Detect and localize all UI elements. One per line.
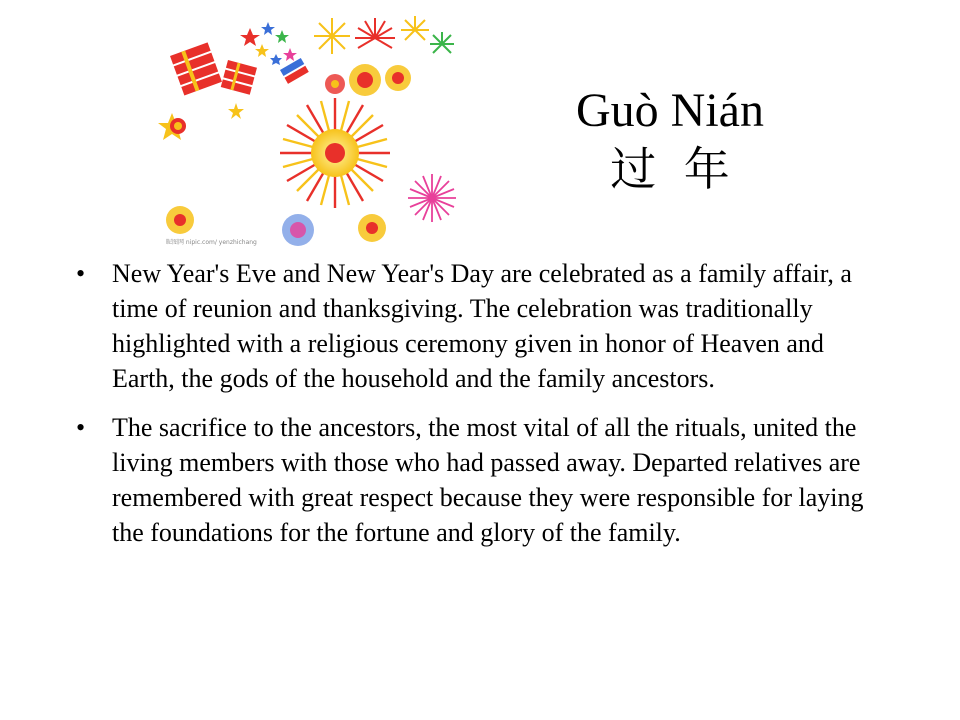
- bullet-marker: •: [76, 259, 86, 288]
- bullet-marker: •: [76, 413, 86, 442]
- stars-cluster: [240, 22, 297, 65]
- big-firework: [280, 98, 390, 208]
- small-bursts-top: [314, 16, 454, 54]
- slide-title: [500, 82, 840, 198]
- bullet-text: New Year's Eve and New Year's Day are celebrated as a family affair, a time of reunion and thanksgiving. The celebration was traditionally highlighted with a religious ceremony given in honor of Heaven and Earth, the gods of the household and the family ancestors.: [112, 259, 852, 393]
- bullet-item: [76, 410, 866, 550]
- bullet-list: [76, 256, 866, 564]
- bullet-text: The sacrifice to the ancestors, the most vital of all the rituals, united the living members with those who had passed away. Departed relatives are remembered with great respect because they were responsible for laying the foundations for the fortune and glory of the family.: [112, 413, 864, 547]
- fireworks-illustration: [150, 8, 470, 248]
- image-watermark: 昵图网 nipic.com/ yenzhichang: [166, 239, 257, 246]
- title-hanzi: 过年: [610, 142, 758, 196]
- bullet-item: [76, 256, 866, 396]
- title-pinyin: Guò Nián: [576, 84, 764, 137]
- pink-firework: [408, 174, 456, 222]
- burst-right-top: [325, 64, 411, 96]
- firecrackers-left: [158, 42, 309, 140]
